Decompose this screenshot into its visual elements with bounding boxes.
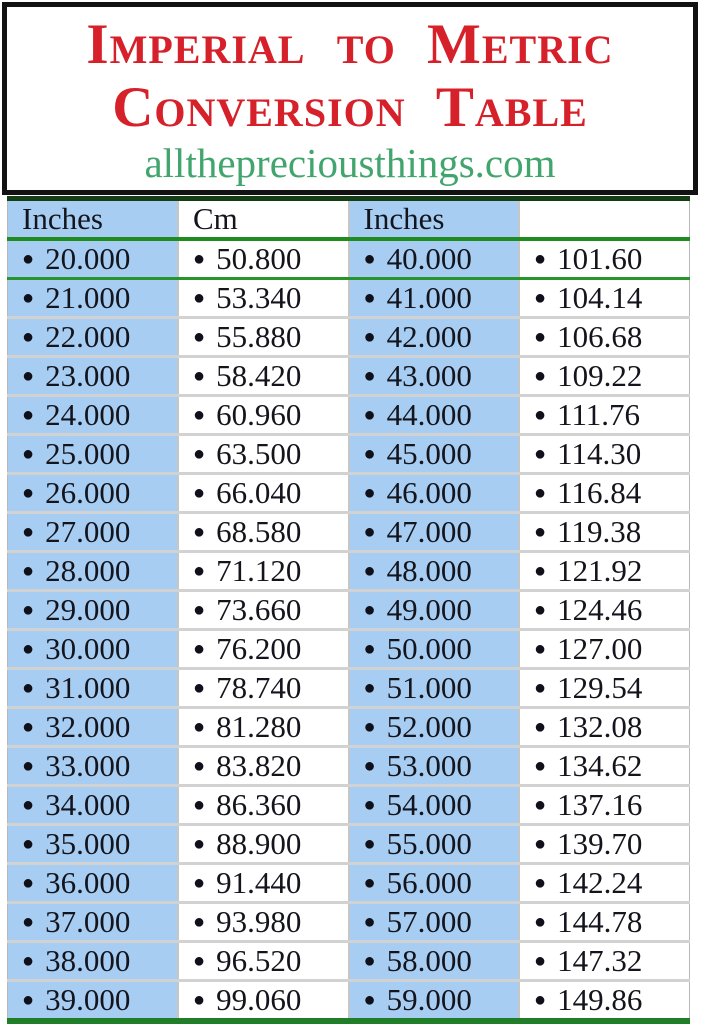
bullet-icon: ●	[22, 326, 35, 348]
inches-cell	[349, 903, 520, 942]
bullet-icon: ●	[534, 755, 547, 777]
bullet-icon: ●	[363, 248, 376, 270]
inches-cell	[8, 669, 179, 708]
bullet-icon: ●	[22, 872, 35, 894]
table-row	[8, 357, 690, 396]
cm-cell	[178, 279, 349, 318]
cm-cell	[178, 669, 349, 708]
inches-cell	[8, 786, 179, 825]
cell-value: 55.880	[216, 319, 302, 354]
cell-value: 33.000	[45, 748, 131, 783]
bullet-icon: ●	[193, 833, 206, 855]
bullet-icon: ●	[193, 482, 206, 504]
bullet-icon: ●	[534, 911, 547, 933]
cell-value: 46.000	[386, 475, 472, 510]
inches-cell	[8, 239, 179, 279]
inches-cell	[8, 396, 179, 435]
cm-cell	[519, 786, 690, 825]
cell-value: 39.000	[45, 982, 131, 1017]
table-row	[8, 786, 690, 825]
cm-cell	[519, 825, 690, 864]
bullet-icon: ●	[363, 677, 376, 699]
cell-value: 91.440	[216, 865, 302, 900]
inches-cell	[8, 591, 179, 630]
cell-value: 81.280	[216, 709, 302, 744]
cell-value: 139.70	[557, 826, 643, 861]
bullet-icon: ●	[22, 716, 35, 738]
bullet-icon: ●	[363, 872, 376, 894]
cell-value: 147.32	[557, 943, 643, 978]
bullet-icon: ●	[22, 638, 35, 660]
table-row	[8, 981, 690, 1022]
cell-value: 121.92	[557, 553, 643, 588]
bullet-icon: ●	[22, 833, 35, 855]
bullet-icon: ●	[193, 287, 206, 309]
cell-value: 50.000	[386, 631, 472, 666]
cell-value: 73.660	[216, 592, 302, 627]
cell-value: 60.960	[216, 397, 302, 432]
cm-cell	[519, 318, 690, 357]
cell-value: 58.420	[216, 358, 302, 393]
cm-cell	[178, 396, 349, 435]
inches-cell	[349, 357, 520, 396]
bullet-icon: ●	[363, 755, 376, 777]
cm-cell	[519, 630, 690, 669]
inches-cell	[349, 552, 520, 591]
cm-cell	[178, 318, 349, 357]
bullet-icon: ●	[193, 794, 206, 816]
inches-cell	[349, 396, 520, 435]
cell-value: 42.000	[386, 319, 472, 354]
bullet-icon: ●	[22, 755, 35, 777]
cell-value: 132.08	[557, 709, 643, 744]
cell-value: 28.000	[45, 553, 131, 588]
cm-cell	[178, 708, 349, 747]
bullet-icon: ●	[363, 287, 376, 309]
cm-cell	[519, 552, 690, 591]
inches-cell	[349, 630, 520, 669]
bullet-icon: ●	[22, 989, 35, 1011]
cell-value: 127.00	[557, 631, 643, 666]
bullet-icon: ●	[22, 443, 35, 465]
cell-value: 24.000	[45, 397, 131, 432]
bullet-icon: ●	[193, 716, 206, 738]
bullet-icon: ●	[534, 482, 547, 504]
bullet-icon: ●	[534, 989, 547, 1011]
inches-cell	[8, 747, 179, 786]
cell-value: 31.000	[45, 670, 131, 705]
cell-value: 66.040	[216, 475, 302, 510]
cell-value: 43.000	[386, 358, 472, 393]
inches-cell	[8, 552, 179, 591]
cm-cell	[178, 513, 349, 552]
bullet-icon: ●	[22, 482, 35, 504]
cell-value: 22.000	[45, 319, 131, 354]
inches-cell	[349, 435, 520, 474]
bullet-icon: ●	[363, 716, 376, 738]
inches-cell	[349, 747, 520, 786]
cell-value: 26.000	[45, 475, 131, 510]
cell-value: 20.000	[45, 241, 131, 276]
cell-value: 144.78	[557, 904, 643, 939]
conversion-table-wrap	[7, 196, 690, 1024]
cell-value: 114.30	[557, 436, 642, 471]
cm-cell	[519, 981, 690, 1022]
cell-value: 106.68	[557, 319, 643, 354]
bullet-icon: ●	[534, 833, 547, 855]
bullet-icon: ●	[193, 326, 206, 348]
bullet-icon: ●	[22, 521, 35, 543]
bullet-icon: ●	[363, 365, 376, 387]
header-cell-inches-right: Inches	[349, 199, 520, 240]
bullet-icon: ●	[22, 599, 35, 621]
bullet-icon: ●	[22, 560, 35, 582]
bullet-icon: ●	[534, 287, 547, 309]
cm-cell	[178, 981, 349, 1022]
cm-cell	[519, 747, 690, 786]
cm-cell	[178, 903, 349, 942]
cell-value: 109.22	[557, 358, 643, 393]
inches-cell	[8, 903, 179, 942]
inches-cell	[8, 864, 179, 903]
inches-cell	[8, 630, 179, 669]
bullet-icon: ●	[534, 638, 547, 660]
bullet-icon: ●	[193, 950, 206, 972]
table-row	[8, 669, 690, 708]
cell-value: 149.86	[557, 982, 643, 1017]
cell-value: 47.000	[386, 514, 472, 549]
table-row	[8, 903, 690, 942]
inches-cell	[8, 942, 179, 981]
cell-value: 49.000	[386, 592, 472, 627]
cell-value: 99.060	[216, 982, 302, 1017]
cm-cell	[519, 942, 690, 981]
bullet-icon: ●	[534, 443, 547, 465]
cm-cell	[178, 591, 349, 630]
cm-cell	[519, 279, 690, 318]
bullet-icon: ●	[193, 638, 206, 660]
bullet-icon: ●	[193, 911, 206, 933]
inches-cell	[349, 513, 520, 552]
header-cell-cm-left: Cm	[178, 199, 349, 240]
cm-cell	[178, 864, 349, 903]
cell-value: 93.980	[216, 904, 302, 939]
cm-cell	[178, 239, 349, 279]
cell-value: 30.000	[45, 631, 131, 666]
inches-cell	[349, 942, 520, 981]
table-row	[8, 396, 690, 435]
table-row	[8, 279, 690, 318]
bullet-icon: ●	[22, 365, 35, 387]
table-row	[8, 591, 690, 630]
conversion-table	[7, 196, 690, 1024]
bullet-icon: ●	[363, 521, 376, 543]
bullet-icon: ●	[22, 950, 35, 972]
bullet-icon: ●	[22, 794, 35, 816]
cell-value: 58.000	[386, 943, 472, 978]
bullet-icon: ●	[363, 911, 376, 933]
bullet-icon: ●	[534, 560, 547, 582]
cell-value: 40.000	[386, 241, 472, 276]
bullet-icon: ●	[363, 404, 376, 426]
cell-value: 96.520	[216, 943, 302, 978]
bullet-icon: ●	[534, 716, 547, 738]
cell-value: 48.000	[386, 553, 472, 588]
bullet-icon: ●	[363, 950, 376, 972]
bullet-icon: ●	[534, 599, 547, 621]
table-row	[8, 318, 690, 357]
site-url: allthepreciousthings.com	[144, 140, 556, 186]
cm-cell	[519, 864, 690, 903]
cell-value: 76.200	[216, 631, 302, 666]
table-row	[8, 239, 690, 279]
cell-value: 142.24	[557, 865, 643, 900]
inches-cell	[349, 825, 520, 864]
bullet-icon: ●	[193, 755, 206, 777]
bullet-icon: ●	[534, 950, 547, 972]
inches-cell	[8, 474, 179, 513]
cell-value: 59.000	[386, 982, 472, 1017]
cm-cell	[519, 435, 690, 474]
bullet-icon: ●	[22, 911, 35, 933]
table-row	[8, 942, 690, 981]
cell-value: 116.84	[557, 475, 642, 510]
bullet-icon: ●	[193, 443, 206, 465]
header-cell-inches-left: Inches	[8, 199, 179, 240]
bullet-icon: ●	[22, 248, 35, 270]
cell-value: 36.000	[45, 865, 131, 900]
cell-value: 88.900	[216, 826, 302, 861]
inches-cell	[349, 239, 520, 279]
inches-cell	[349, 981, 520, 1022]
cell-value: 23.000	[45, 358, 131, 393]
bullet-icon: ●	[534, 521, 547, 543]
cell-value: 111.76	[557, 397, 641, 432]
inches-cell	[349, 279, 520, 318]
inches-cell	[349, 786, 520, 825]
bullet-icon: ●	[193, 872, 206, 894]
cm-cell	[519, 396, 690, 435]
cm-cell	[519, 591, 690, 630]
inches-cell	[8, 357, 179, 396]
inches-cell	[8, 708, 179, 747]
cell-value: 32.000	[45, 709, 131, 744]
cm-cell	[519, 708, 690, 747]
cell-value: 104.14	[557, 280, 643, 315]
cell-value: 71.120	[216, 553, 302, 588]
table-row	[8, 435, 690, 474]
cell-value: 129.54	[557, 670, 643, 705]
inches-cell	[349, 669, 520, 708]
cm-cell	[178, 474, 349, 513]
inches-cell	[349, 318, 520, 357]
cell-value: 45.000	[386, 436, 472, 471]
table-row	[8, 474, 690, 513]
table-row	[8, 708, 690, 747]
bullet-icon: ●	[193, 521, 206, 543]
cm-cell	[178, 435, 349, 474]
cm-cell	[178, 825, 349, 864]
inches-cell	[8, 318, 179, 357]
bullet-icon: ●	[193, 248, 206, 270]
cell-value: 51.000	[386, 670, 472, 705]
bullet-icon: ●	[22, 404, 35, 426]
bullet-icon: ●	[534, 365, 547, 387]
bullet-icon: ●	[363, 326, 376, 348]
cell-value: 68.580	[216, 514, 302, 549]
cell-value: 63.500	[216, 436, 302, 471]
inches-cell	[8, 513, 179, 552]
cm-cell	[519, 513, 690, 552]
bullet-icon: ●	[22, 287, 35, 309]
inches-cell	[349, 591, 520, 630]
cell-value: 124.46	[557, 592, 643, 627]
inches-cell	[349, 864, 520, 903]
bullet-icon: ●	[193, 989, 206, 1011]
cell-value: 54.000	[386, 787, 472, 822]
cell-value: 52.000	[386, 709, 472, 744]
cell-value: 101.60	[557, 241, 643, 276]
bullet-icon: ●	[193, 560, 206, 582]
cell-value: 41.000	[386, 280, 472, 315]
cell-value: 25.000	[45, 436, 131, 471]
inches-cell	[8, 435, 179, 474]
bullet-icon: ●	[534, 404, 547, 426]
cell-value: 53.340	[216, 280, 302, 315]
bullet-icon: ●	[534, 326, 547, 348]
cell-value: 21.000	[45, 280, 131, 315]
cm-cell	[519, 669, 690, 708]
bullet-icon: ●	[534, 872, 547, 894]
table-row	[8, 513, 690, 552]
cell-value: 56.000	[386, 865, 472, 900]
cm-cell	[519, 474, 690, 513]
cell-value: 34.000	[45, 787, 131, 822]
cell-value: 55.000	[386, 826, 472, 861]
cell-value: 50.800	[216, 241, 302, 276]
cell-value: 137.16	[557, 787, 643, 822]
table-body	[8, 239, 690, 1021]
cell-value: 37.000	[45, 904, 131, 939]
inches-cell	[349, 708, 520, 747]
bullet-icon: ●	[363, 482, 376, 504]
cm-cell	[178, 630, 349, 669]
bullet-icon: ●	[363, 443, 376, 465]
cm-cell	[178, 786, 349, 825]
page-title-line1: Imperial to Metric	[86, 13, 614, 76]
cell-value: 27.000	[45, 514, 131, 549]
inches-cell	[8, 981, 179, 1022]
cell-value: 38.000	[45, 943, 131, 978]
cell-value: 44.000	[386, 397, 472, 432]
bullet-icon: ●	[193, 677, 206, 699]
bullet-icon: ●	[363, 794, 376, 816]
table-row	[8, 630, 690, 669]
table-row	[8, 825, 690, 864]
bullet-icon: ●	[534, 677, 547, 699]
cell-value: 29.000	[45, 592, 131, 627]
page-title-line2: Conversion Table	[112, 76, 588, 139]
bullet-icon: ●	[193, 365, 206, 387]
header-cell-cm-right	[519, 199, 690, 240]
cm-cell	[519, 903, 690, 942]
inches-cell	[349, 474, 520, 513]
table-row	[8, 552, 690, 591]
table-header-row	[8, 199, 690, 240]
cell-value: 57.000	[386, 904, 472, 939]
bullet-icon: ●	[363, 599, 376, 621]
cell-value: 86.360	[216, 787, 302, 822]
cell-value: 134.62	[557, 748, 643, 783]
bullet-icon: ●	[193, 404, 206, 426]
cm-cell	[178, 552, 349, 591]
table-row	[8, 747, 690, 786]
bullet-icon: ●	[534, 794, 547, 816]
cm-cell	[519, 357, 690, 396]
cell-value: 83.820	[216, 748, 302, 783]
cm-cell	[178, 357, 349, 396]
header-box	[2, 2, 698, 195]
cm-cell	[178, 942, 349, 981]
cell-value: 119.38	[557, 514, 642, 549]
cell-value: 78.740	[216, 670, 302, 705]
cm-cell	[519, 239, 690, 279]
bullet-icon: ●	[193, 599, 206, 621]
bullet-icon: ●	[22, 677, 35, 699]
inches-cell	[8, 825, 179, 864]
cm-cell	[178, 747, 349, 786]
inches-cell	[8, 279, 179, 318]
cell-value: 35.000	[45, 826, 131, 861]
cell-value: 53.000	[386, 748, 472, 783]
bullet-icon: ●	[363, 833, 376, 855]
bullet-icon: ●	[363, 560, 376, 582]
bullet-icon: ●	[534, 248, 547, 270]
table-row	[8, 864, 690, 903]
bullet-icon: ●	[363, 989, 376, 1011]
bullet-icon: ●	[363, 638, 376, 660]
